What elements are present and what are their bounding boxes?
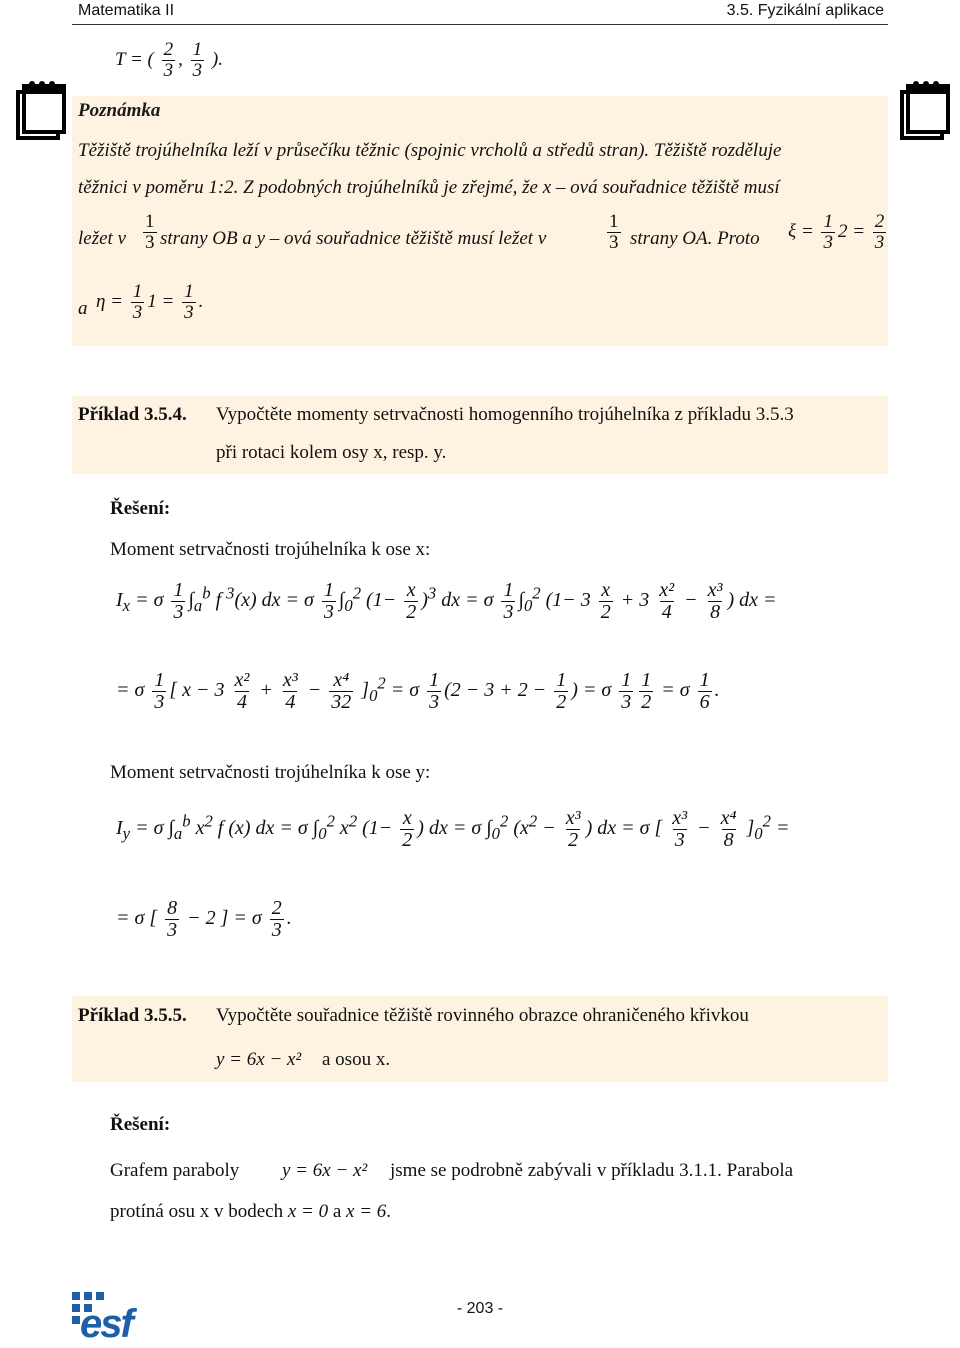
solution-p2-a: protíná osu x v bodech (110, 1201, 284, 1222)
header-rule (72, 24, 888, 25)
logo-text: esf (80, 1302, 132, 1346)
moment-x-formula: $I_x = \sigma$ $\frac{1}{3}$ $\int_a^b$ f $^3$(x) dx = σ $\frac{1}{3}$ $\int_0^2$ (1− $\frac{x}{2}$ )$^3$ dx = σ $\frac{1}{3}$ $\int_0^2$ (1− 3 $\frac{x}{2}$ + 3 $\frac{\text{x²}}{4}$ − $\frac{\text{x³}}{8}$ ) dx = (116, 579, 777, 623)
centroid-formula: T = ( $\frac{2}{3}$ , $\frac{1}{3}$ ). (115, 39, 223, 81)
moment-y-formula: $I_y = \sigma$ $\int_a^b$ $x^2$ f (x) dx = σ $\int_0^2$ $x^2$ (1− $\frac{x}{2}$ ) dx = σ $\int_0^2$ ($x^2$ − $\frac{\text{x³}}{2}$ ) dx = σ [ $\frac{\text{x³}}{3}$ − $\frac{\text{x⁴}}{8}$ ]$_0^2$ = (116, 807, 790, 851)
solution-p2 (110, 1201, 391, 1223)
solution-p2-f2: x = 6 (346, 1201, 387, 1222)
xi-formula: ξ = $\frac{1}{3}$ 2 = $\frac{2}{3}$ (788, 211, 885, 253)
solution-heading: Řešení: (110, 498, 171, 519)
header-right: 3.5. Fyzikální aplikace (726, 2, 884, 19)
fraction-one-third: $\frac{1}{3}$ (609, 211, 619, 253)
moment-x-label: Moment setrvačnosti trojúhelníka k ose x: (110, 539, 431, 560)
moment-y-formula-cont: = σ [ $\frac{8}{3}$ − 2 ] = σ $\frac{2}{3}$ . (116, 897, 292, 941)
solution-heading: Řešení: (110, 1114, 171, 1135)
example-text-2: a osou x. (322, 1049, 391, 1070)
example-formula: y = 6x − x² (216, 1049, 302, 1070)
xi-label: ξ = (788, 220, 814, 242)
example-text-2: při rotaci kolem osy x, resp. y. (216, 442, 447, 463)
eta-label: η = (96, 290, 123, 312)
solution-p2-end: . (386, 1201, 392, 1222)
example-text-1: Vypočtěte momenty setrvačnosti homogenního trojúhelníka z příkladu 3.5.3 (216, 404, 794, 425)
note-title: Poznámka (78, 100, 161, 121)
moment-y-label: Moment setrvačnosti trojúhelníka k ose y: (110, 762, 431, 783)
note-line-3a: ležet v (78, 228, 127, 249)
note-line-1: Těžiště trojúhelníka leží v průsečíku těžnic (spojnic vrcholů a středů stran). Těžiště rozděluje (78, 140, 782, 161)
example-text-1: Vypočtěte souřadnice těžiště rovinného obrazce ohraničeného křivkou (216, 1005, 749, 1026)
example-label: Příklad 3.5.5. (78, 1005, 187, 1026)
solution-p2-f1: x = 0 (287, 1201, 329, 1222)
solution-p1-a: Grafem paraboly (110, 1160, 240, 1181)
note-line-2: těžnici v poměru 1:2. Z podobných trojúhelníků je zřejmé, že x – ová souřadnice těžiště musí (78, 177, 780, 198)
moment-x-formula-cont: = σ $\frac{1}{3}$ [ x − 3 $\frac{\text{x²}}{4}$ + $\frac{\text{x³}}{4}$ − $\frac{\text{x⁴}}{32}$ ]$_0^2 = \sigma$ $\frac{1}{3}$ (2 − 3 + 2 − $\frac{1}{2}$ ) = σ $\frac{1}{3}$ $\frac{1}{2}$ = σ $\frac{1}{6}$ . (116, 669, 720, 713)
solution-p1-b: jsme se podrobně zabývali v příkladu 3.1.1. Parabola (390, 1160, 794, 1181)
header-left: Matematika II (78, 2, 175, 19)
note-line-3b: strany OB a y – ová souřadnice těžiště musí ležet v (160, 228, 547, 249)
notepad-icon (898, 78, 954, 142)
solution-p2-mid: a (332, 1201, 342, 1222)
note-line-4a: a (78, 298, 88, 319)
note-line-3c: strany OA. Proto (630, 228, 760, 249)
fraction-one-third: $\frac{1}{3}$ (145, 211, 155, 253)
notepad-icon (14, 78, 70, 142)
example-label: Příklad 3.5.4. (78, 404, 187, 425)
eta-formula: η = $\frac{1}{3}$ 1 = $\frac{1}{3}$ . (96, 281, 204, 323)
solution-p1-formula: y = 6x − x² (282, 1160, 368, 1181)
page-number: - 203 - (456, 1300, 504, 1317)
